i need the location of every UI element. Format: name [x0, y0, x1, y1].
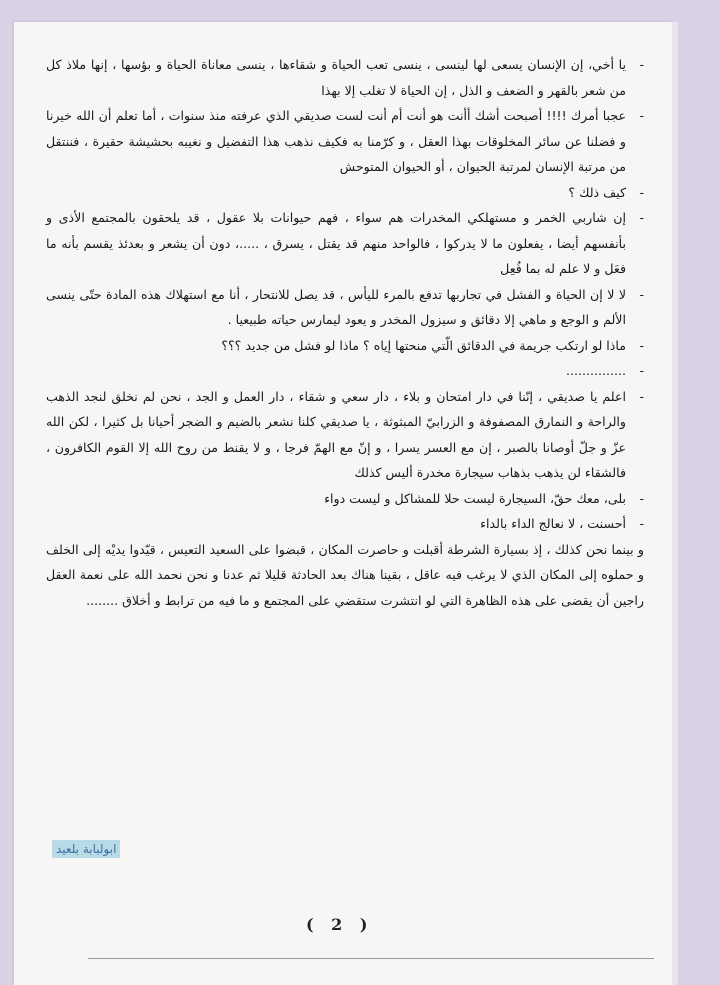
dialogue-line: - لا لا إن الحياة و الفشل في تجاربها تدفع بالمرء لليأس ، قد يصل للانتحار ، أنا مع استهلاك هذه المادة حتّى ينسى الألم و الوجع و ماهي إلا دقائق و سيزول المخدر و يعود ليمارس حياته طبيعيا .: [46, 286, 644, 327]
dialogue-line: - إن شاربي الخمر و مستهلكي المخدرات هم سواء ، فهم حيوانات بلا عقول ، قد يلحقون بالمجتمع الأذى و بأنفسهم أيضا ، يفعلون ما لا يدركوا ، فالواحد منهم قد يقتل ، يسرق ، .....، دون أن يشعر و بعدئذ يقسم بأنه ما فعَل و لا علم له بما فُعِل: [46, 210, 644, 276]
page-number: ( 2 ): [306, 915, 374, 934]
dialogue-line: - ...............: [565, 363, 644, 378]
author-signature: ابولبابة بلعيد: [52, 840, 120, 858]
dialogue-line: - ماذا لو ارتكب جريمة في الدقائق الّتي منحتها إياه ؟ ماذا لو فشل من جديد ؟؟؟: [221, 337, 644, 353]
document-body: [46, 52, 644, 613]
footer-divider: [88, 958, 654, 959]
dialogue-line: - كيف ذلك ؟: [568, 184, 644, 200]
dialogue-line: - اعلم يا صديقي ، إنّنا في دار امتحان و بلاء ، دار سعي و شقاء ، دار العمل و الجد ، نحن لم نخلق لنجد الذهب والراحة و النمارق المصفوفة و الزرابيّ المبثوثة ، يا صديقي كلنا نشعر بالضيم و الضجر أحيانا بل كثيرا ، لكن الله عزّ و جلّ أوصانا بالصبر ، إن مع العسر يسرا ، و إنّ مع الهمّ فرجا ، و لا يقنط من روح الله إلا القوم الكافرون ، فالشقاء لن يذهب بذهاب سيجارة مخدرة أليس كذلك: [46, 388, 644, 480]
dialogue-line: - أحسنت ، لا نعالج الداء بالداء: [480, 516, 644, 531]
dialogue-line: - عجبا أمرك !!!! أصبحت أشك أأنت هو أنت أم أنت لست صديقي الذي عرفته منذ سنوات ، أما تعلم أن الله خيرنا و فضلنا عن سائر المخلوقات بهذا العقل ، و كرّمنا به فكيف نذهب هذا التفضيل و نغيبه بحشيشة حقيرة ، فننتقل من مرتبة الإنسان لمرتبة الحيوان ، أو الحيوان المتوحش: [46, 108, 644, 174]
dialogue-line: - بلى، معك حقّ، السيجارة ليست حلا للمشاكل و ليست دواء: [324, 490, 644, 506]
dialogue-line: - يا أخي، إن الإنسان يسعى لها لينسى ، ينسى تعب الحياة و شقاءها ، ينسى معاناة الحياة و بؤسها ، إنها ملاذ كل من شعر بالقهر و الضعف و الذل ، إن الحياة لا تغلب إلا بهذا: [46, 57, 644, 98]
page-edge: [672, 22, 678, 985]
closing-paragraph: و بينما نحن كذلك ، إذ بسيارة الشرطة أقبلت و حاصرت المكان ، قبضوا على السعيد التعيس ، قيّدوا يديْه إلى الخلف و حملوه إلى المكان الذي لا يرغب فيه عاقل ، بقينا هناك بعد الحادثة قليلا ثم عدنا و نحن نحمد الله على نعمة العقل راجين أن يقضى على هذه الظاهرة التي لو انتشرت ستقضي على المجتمع و ما فيه من ترابط و أخلاق ........: [46, 541, 644, 608]
